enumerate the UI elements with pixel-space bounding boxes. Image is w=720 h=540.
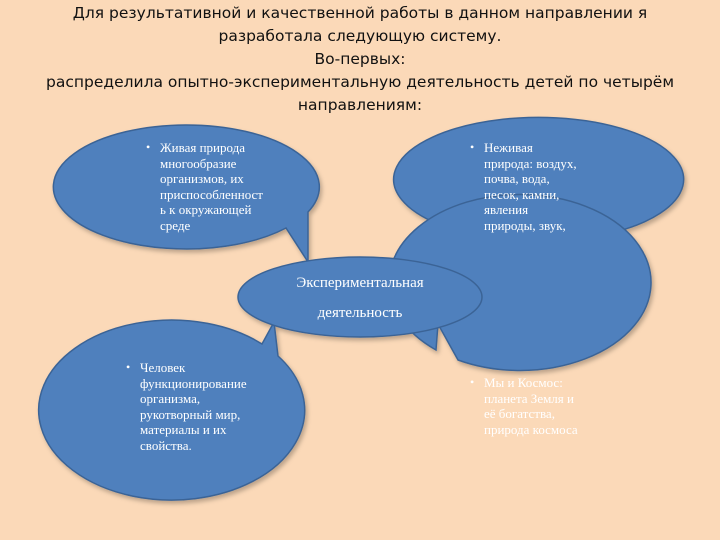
bubble-text-human: Человек функционирование организма, рукотворный мир, материалы и их свойства. (140, 360, 247, 453)
bullet-icon: • (470, 375, 475, 389)
bullet-icon: • (126, 360, 131, 374)
center-label: Экспериментальная деятельность (296, 275, 424, 321)
bubble-nonliving-nature (470, 140, 610, 233)
bullet-icon: • (146, 140, 151, 154)
bubble-human (126, 360, 286, 453)
header-line-3: распределила опытно-экспериментальную деятельность детей по четырём направлениям: (45, 73, 675, 114)
bullet-icon: • (470, 140, 475, 154)
bubble-living-nature (146, 140, 306, 233)
header-line-1: Для результативной и качественной работы в данном направлении я разработала следующую систему. (72, 4, 648, 45)
bubble-text-nonliving-nature: Неживая природа: воздух, почва, вода, песок, камни, явления природы, звук, (484, 140, 577, 233)
bubble-text-living-nature: Живая природа многообразие организмов, их приспособленност ь к окружающей среде (160, 140, 263, 233)
bubble-space (470, 375, 610, 437)
bubble-text-space: Мы и Космос: планета Земля и её богатства, природа космоса (484, 375, 578, 437)
header-line-2: Во-первых: (314, 50, 406, 68)
